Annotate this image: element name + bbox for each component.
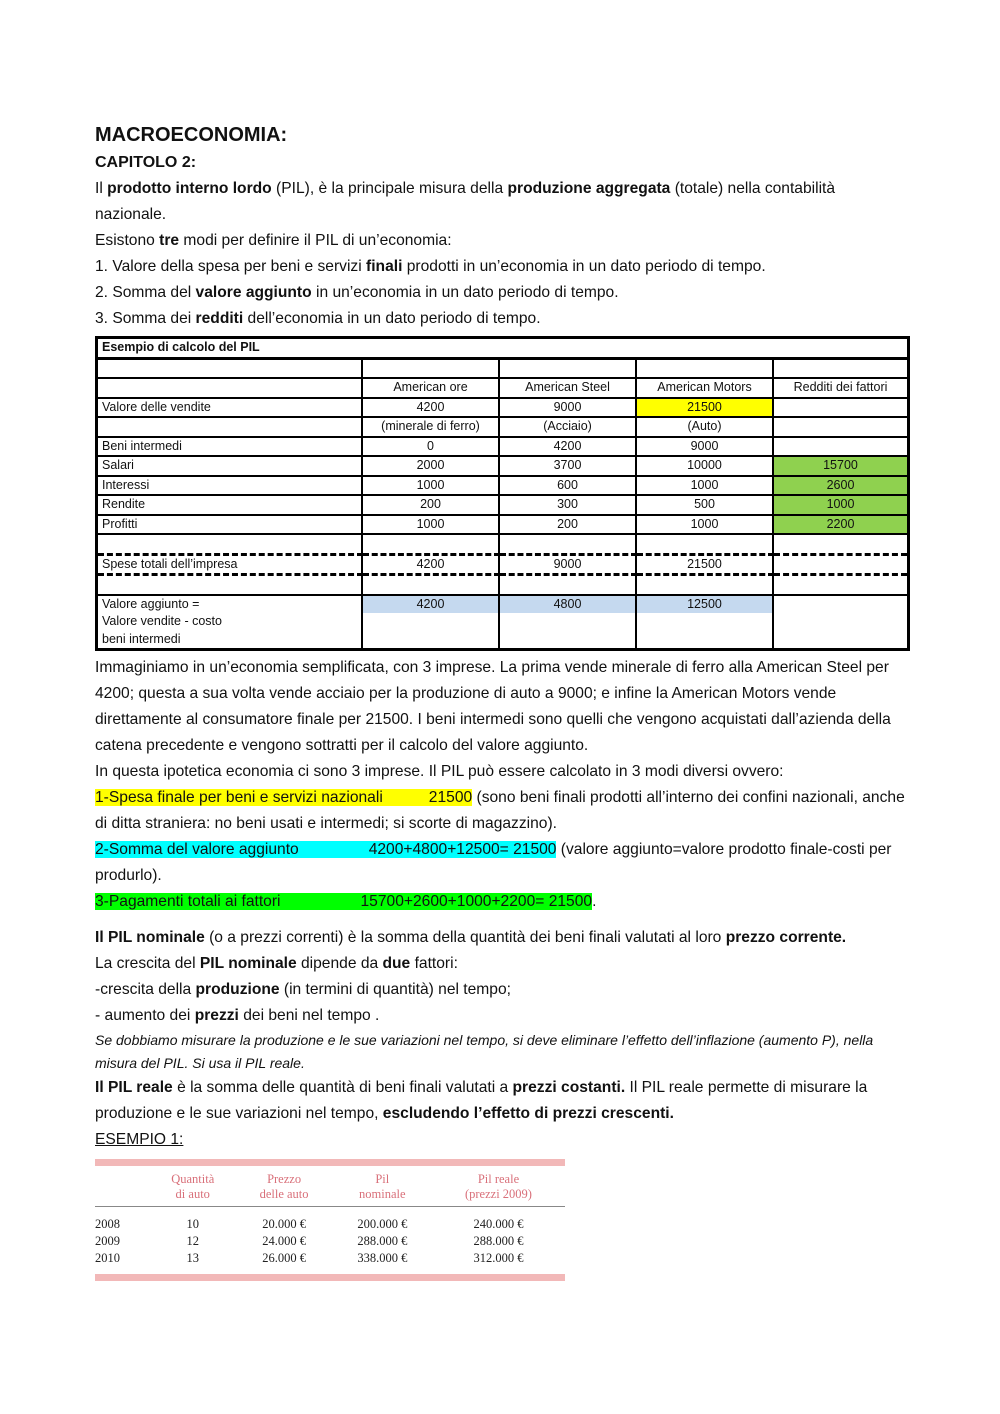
table-row — [95, 1250, 565, 1274]
table-cell: 1000 — [636, 515, 773, 535]
way-note: (sono beni finali prodotti all’interno dei confini nazionali, anche di ditta straniera: no beni usati e intermedi; si scorte di magazzino). — [95, 789, 905, 832]
table-cell — [499, 358, 636, 378]
table-cell: 288.000 € — [357, 1234, 408, 1248]
header-line: Pil reale — [477, 1172, 520, 1186]
table-cell: 10000 — [636, 456, 773, 476]
table-cell — [773, 437, 909, 457]
table-cell: 200 — [499, 515, 636, 535]
mode-item-3 — [95, 306, 910, 332]
table-cell: 240.000 € — [473, 1217, 524, 1231]
row-label: beni intermedi — [97, 631, 363, 650]
table-row — [95, 1233, 565, 1250]
table-cell — [636, 613, 773, 631]
table-cell — [773, 631, 909, 650]
table-cell: 300 — [499, 495, 636, 515]
table-cell — [97, 417, 363, 437]
table-cell: 24.000 € — [262, 1234, 306, 1248]
way-1-paragraph — [95, 785, 910, 837]
text: fattori: — [410, 955, 458, 972]
row-label: Valore delle vendite — [97, 398, 363, 418]
table-cell — [773, 534, 909, 554]
nominal-gdp-paragraph — [95, 925, 910, 951]
table-cell: 21500 — [636, 554, 773, 575]
table-cell-highlight: 1000 — [773, 495, 909, 515]
growth-paragraph — [95, 951, 910, 977]
table-cell: 9000 — [499, 398, 636, 418]
column-header — [95, 1166, 150, 1207]
header-line: nominale — [359, 1187, 406, 1201]
table-cell: 500 — [636, 495, 773, 515]
column-header — [150, 1166, 235, 1207]
row-label: Valore vendite - costo — [97, 613, 363, 631]
bold-term: PIL nominale — [199, 955, 297, 972]
table-cell: 1000 — [362, 515, 499, 535]
bold-term: escludendo l’effetto di prezzi crescenti. — [382, 1105, 674, 1122]
table-cell: 338.000 € — [357, 1251, 408, 1265]
table-cell: 20.000 € — [262, 1217, 306, 1231]
text: 2. Somma del — [95, 284, 196, 301]
table-cell: (Acciaio) — [499, 417, 636, 437]
column-header: American Motors — [636, 378, 773, 398]
intro-paragraph — [95, 176, 910, 228]
table-cell — [499, 575, 636, 595]
table-cell-highlight: 2600 — [773, 476, 909, 496]
text: - aumento dei — [95, 1007, 195, 1024]
table-cell: 200 — [362, 495, 499, 515]
table-cell — [499, 631, 636, 650]
table-cell: 9000 — [636, 437, 773, 457]
way-label: 1-Spesa finale per beni e servizi nazionali — [95, 789, 383, 806]
table-row — [95, 1207, 565, 1234]
column-header: American Steel — [499, 378, 636, 398]
table-cell — [362, 534, 499, 554]
mode-item-1 — [95, 254, 910, 280]
bold-term: valore aggiunto — [195, 284, 312, 301]
table-cell — [362, 631, 499, 650]
column-header: Redditi dei fattori — [773, 378, 909, 398]
table-cell: (minerale di ferro) — [362, 417, 499, 437]
mode-item-2 — [95, 280, 910, 306]
table-cell: 200.000 € — [357, 1217, 408, 1231]
table-cell: (Auto) — [636, 417, 773, 437]
way-value: 15700+2600+1000+2200= 21500 — [360, 893, 593, 910]
table-cell-highlight: 15700 — [773, 456, 909, 476]
table-cell: 2008 — [95, 1217, 120, 1231]
table-cell — [97, 534, 363, 554]
table-cell: 3700 — [499, 456, 636, 476]
text: prodotti in un’economia in un dato periodo di tempo. — [402, 258, 766, 275]
bold-term: Il PIL reale — [95, 1079, 173, 1096]
table-cell: 9000 — [499, 554, 636, 575]
text: dei beni nel tempo . — [238, 1007, 380, 1024]
way-3-paragraph — [95, 889, 910, 915]
text: Esistono — [95, 232, 160, 249]
way-label: 3-Pagamenti totali ai fattori — [95, 893, 281, 910]
text: 1. Valore della spesa per beni e servizi — [95, 258, 367, 275]
table-cell — [362, 358, 499, 378]
table-cell — [773, 575, 909, 595]
table-cell: 4200 — [362, 398, 499, 418]
header-line: (prezzi 2009) — [464, 1187, 532, 1201]
text: -crescita della — [95, 981, 196, 998]
header-line: delle auto — [259, 1187, 309, 1201]
table-cell — [97, 378, 363, 398]
bold-term: prezzo corrente. — [725, 929, 847, 946]
text: in un’economia in un dato periodo di tempo. — [311, 284, 619, 301]
table-cell — [97, 358, 363, 378]
growth-item-1 — [95, 977, 910, 1003]
table-title: Esempio di calcolo del PIL — [97, 338, 909, 359]
table-cell — [499, 534, 636, 554]
chapter-heading: CAPITOLO 2: — [95, 154, 197, 171]
table-cell: 600 — [499, 476, 636, 496]
table-cell: 2010 — [95, 1251, 120, 1265]
table-cell — [773, 398, 909, 418]
modes-intro — [95, 228, 910, 254]
table-cell: 4200 — [499, 437, 636, 457]
row-label: Salari — [97, 456, 363, 476]
intro-bold-term: prodotto interno lordo — [107, 180, 272, 197]
way-label: 2-Somma del valore aggiunto — [95, 841, 299, 858]
text: La crescita del — [95, 955, 200, 972]
way-value: 4200+4800+12500= 21500 — [368, 841, 557, 858]
table-cell: 312.000 € — [473, 1251, 524, 1265]
table-cell: 10 — [186, 1217, 199, 1231]
document-title: MACROECONOMIA: — [95, 124, 288, 146]
header-line: Pil — [375, 1172, 390, 1186]
three-ways-paragraph: In questa ipotetica economia ci sono 3 imprese. Il PIL può essere calcolato in 3 modi diversi ovvero: — [95, 763, 784, 780]
way-note: (valore aggiunto=valore prodotto finale-costi per produrlo). — [95, 841, 892, 884]
text: (in termini di quantità) nel tempo; — [279, 981, 511, 998]
bold-term: produzione — [195, 981, 280, 998]
highlight-green — [95, 893, 592, 910]
example-table-figure — [95, 1159, 565, 1281]
table-cell — [773, 417, 909, 437]
table-cell: 0 — [362, 437, 499, 457]
document-page — [95, 120, 910, 1281]
example-table — [95, 1166, 565, 1274]
header-line: Quantità — [171, 1172, 215, 1186]
table-cell: 12 — [186, 1234, 199, 1248]
row-label: Rendite — [97, 495, 363, 515]
text: Il PIL reale permette di misurare la produzione e le sue variazioni nel tempo, — [95, 1079, 868, 1122]
table-cell — [362, 575, 499, 595]
example-label: ESEMPIO 1: — [95, 1131, 184, 1148]
bold-term: prezzi costanti. — [512, 1079, 626, 1096]
intro-bold-term: produzione aggregata — [507, 180, 671, 197]
table-cell — [362, 613, 499, 631]
bold-term: Il PIL nominale — [95, 929, 205, 946]
table-cell-highlight: 2200 — [773, 515, 909, 535]
table-cell — [773, 595, 909, 614]
pil-calculation-table — [95, 336, 910, 651]
growth-item-2 — [95, 1003, 910, 1029]
table-cell-highlight: 21500 — [636, 398, 773, 418]
table-cell: 13 — [186, 1251, 199, 1265]
highlight-yellow — [95, 789, 472, 806]
way-value: 21500 — [428, 789, 473, 806]
table-cell: 26.000 € — [262, 1251, 306, 1265]
explanation-paragraph: Immaginiamo in un’economia semplificata, con 3 imprese. La prima vende minerale di ferro alla American Steel per 4200; questa a sua volta vende acciaio per la produzione di auto a 9000; e infine la American Motors vende direttamente al consumatore finale per 21500. I beni intermedi sono quelli che vengono acquistati dall’azienda della catena precedente e vengono sottratti per il calcolo del valore aggiunto. — [95, 659, 891, 754]
text: è la somma delle quantità di beni finali valutati a — [172, 1079, 513, 1096]
column-header — [333, 1166, 432, 1207]
table-cell — [773, 613, 909, 631]
bold-term: redditi — [195, 310, 244, 327]
table-cell: 1000 — [362, 476, 499, 496]
table-cell — [773, 554, 909, 575]
row-label: Beni intermedi — [97, 437, 363, 457]
table-cell: 2000 — [362, 456, 499, 476]
real-gdp-paragraph — [95, 1075, 910, 1127]
table-cell — [773, 358, 909, 378]
column-header: American ore — [362, 378, 499, 398]
italic-note: Se dobbiamo misurare la produzione e le sue variazioni nel tempo, si deve eliminare l’effetto dell’inflazione (aumento P), nella misura del PIL. Si usa il PIL reale. — [95, 1032, 874, 1071]
table-cell-highlight: 4800 — [499, 595, 636, 614]
bold-term: prezzi — [194, 1007, 239, 1024]
text: dell’economia in un dato periodo di tempo. — [243, 310, 541, 327]
way-2-paragraph — [95, 837, 910, 889]
column-header — [235, 1166, 332, 1207]
table-cell: 4200 — [362, 554, 499, 575]
table-cell — [499, 613, 636, 631]
row-label: Profitti — [97, 515, 363, 535]
intro-text: (PIL), è la principale misura della — [271, 180, 508, 197]
table-top-bar — [95, 1159, 565, 1166]
table-bottom-bar — [95, 1274, 565, 1281]
way-note: . — [592, 893, 597, 910]
text: dipende da — [296, 955, 383, 972]
table-cell — [636, 575, 773, 595]
table-cell: 1000 — [636, 476, 773, 496]
text: modi per definire il PIL di un’economia: — [179, 232, 452, 249]
header-line: di auto — [175, 1187, 210, 1201]
bold-term: tre — [159, 232, 180, 249]
row-label: Spese totali dell’impresa — [97, 554, 363, 575]
intro-text: Il — [95, 180, 108, 197]
table-cell-highlight: 4200 — [362, 595, 499, 614]
row-label: Valore aggiunto = — [97, 595, 363, 614]
intro-text: (totale) nella contabilità nazionale. — [95, 180, 836, 223]
table-cell-highlight: 12500 — [636, 595, 773, 614]
bold-term: finali — [366, 258, 403, 275]
header-line: Prezzo — [267, 1172, 302, 1186]
table-cell — [636, 534, 773, 554]
highlight-cyan — [95, 841, 556, 858]
table-cell: 2009 — [95, 1234, 120, 1248]
table-cell: 288.000 € — [473, 1234, 524, 1248]
bold-term: due — [382, 955, 411, 972]
row-label: Interessi — [97, 476, 363, 496]
table-cell — [97, 575, 363, 595]
table-cell — [636, 358, 773, 378]
text: (o a prezzi correnti) è la somma della quantità dei beni finali valutati al loro — [204, 929, 726, 946]
table-cell — [636, 631, 773, 650]
text: 3. Somma dei — [95, 310, 196, 327]
column-header — [432, 1166, 565, 1207]
